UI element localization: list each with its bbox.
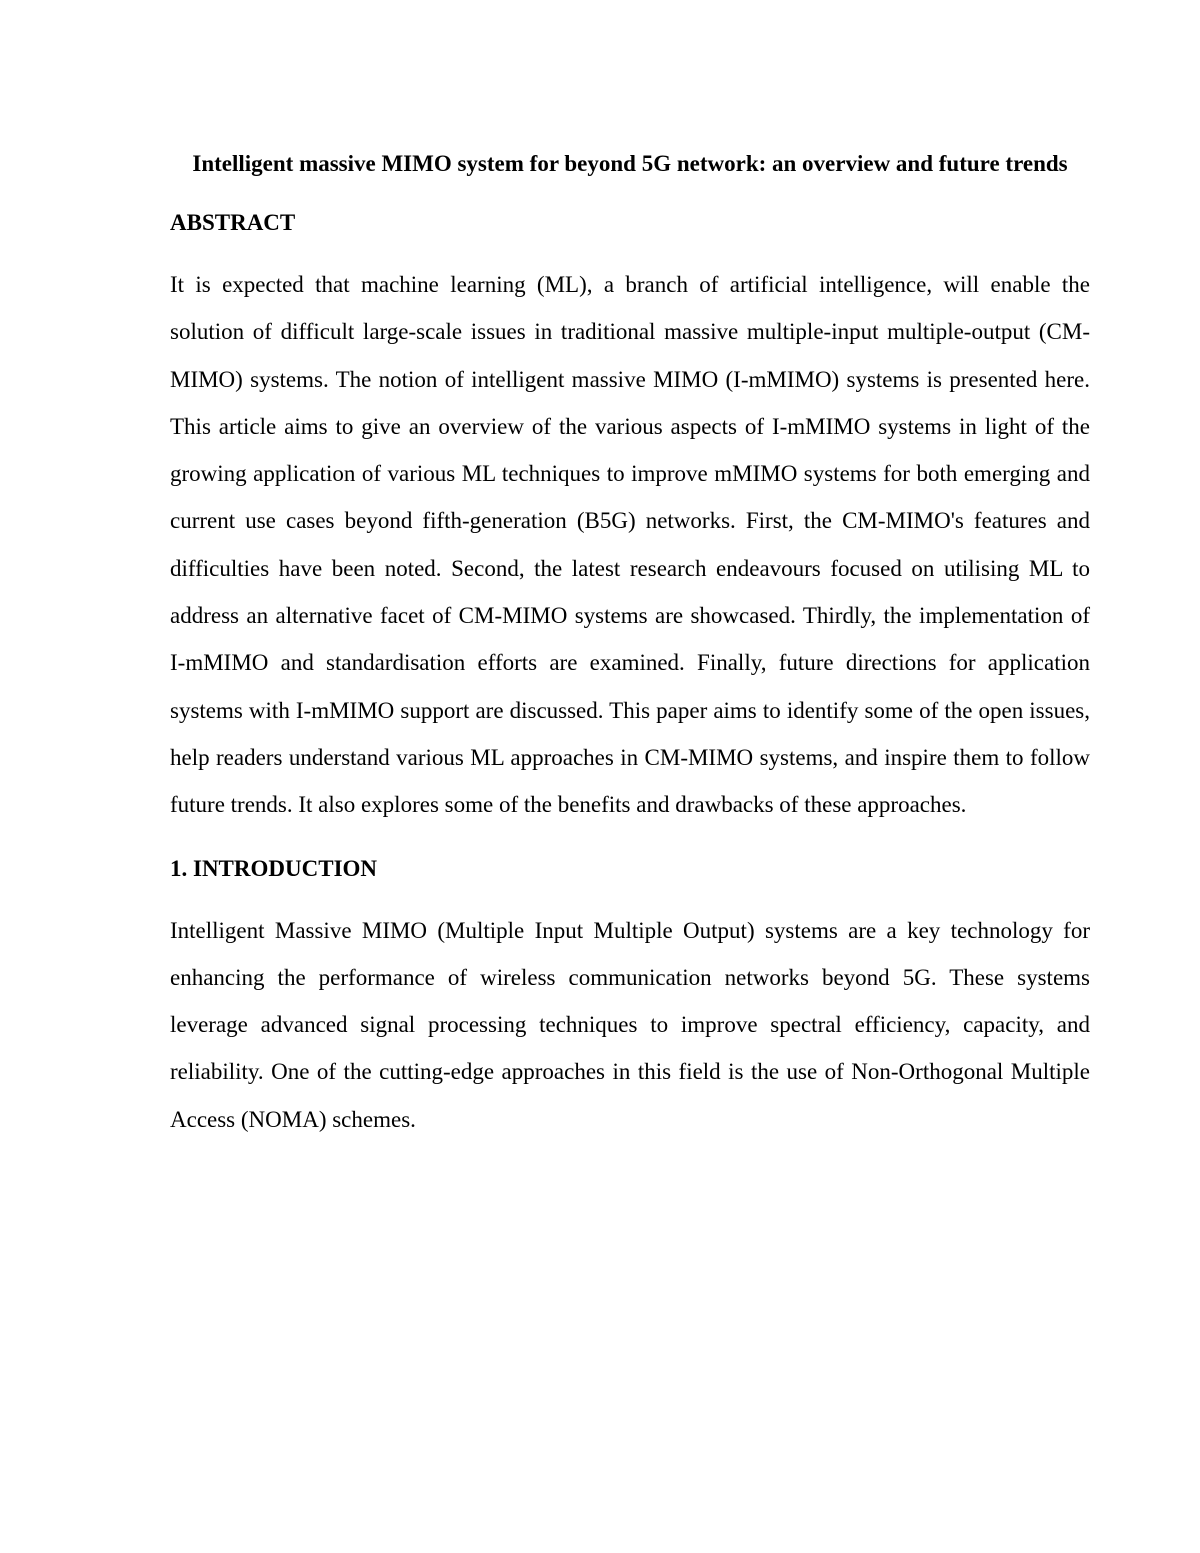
- document-page: [170, 140, 1090, 1143]
- abstract-paragraph: It is expected that machine learning (ML), a branch of artificial intelligence, will enable the solution of difficult large-scale issues in traditional massive multiple-input multiple-output (CM-MIMO) systems. The notion of intelligent massive MIMO (I-mMIMO) systems is presented here. This article aims to give an overview of the various aspects of I-mMIMO systems in light of the growing application of various ML techniques to improve mMIMO systems for both emerging and current use cases beyond fifth-generation (B5G) networks. First, the CM-MIMO's features and difficulties have been noted. Second, the latest research endeavours focused on utilising ML to address an alternative facet of CM-MIMO systems are showcased. Thirdly, the implementation of I-mMIMO and standardisation efforts are examined. Finally, future directions for application systems with I-mMIMO support are discussed. This paper aims to identify some of the open issues, help readers understand various ML approaches in CM-MIMO systems, and inspire them to follow future trends. It also explores some of the benefits and drawbacks of these approaches.: [170, 272, 1090, 818]
- introduction-paragraph: Intelligent Massive MIMO (Multiple Input Multiple Output) systems are a key technology for enhancing the performance of wireless communication networks beyond 5G. These systems leverage advanced signal processing techniques to improve spectral efficiency, capacity, and reliability. One of the cutting-edge approaches in this field is the use of Non-Orthogonal Multiple Access (NOMA) schemes.: [170, 917, 1090, 1132]
- abstract-heading: ABSTRACT: [170, 210, 296, 235]
- paper-title: Intelligent massive MIMO system for beyond 5G network: an overview and future trends: [192, 151, 1068, 176]
- introduction-heading: 1. INTRODUCTION: [170, 855, 378, 881]
